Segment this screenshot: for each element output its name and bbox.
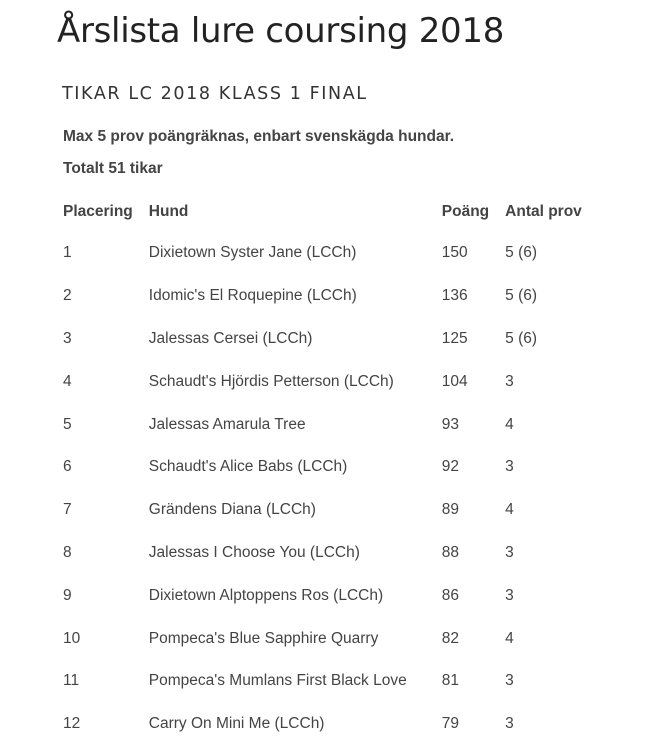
cell-points: 93 — [441, 415, 460, 433]
cell-dog-name: Dixietown Alptoppens Ros (LCCh) — [148, 586, 384, 604]
cell-dog-name: Grändens Diana (LCCh) — [148, 501, 316, 519]
cell-points: 81 — [441, 672, 460, 690]
table-row — [55, 360, 623, 403]
table-row — [55, 489, 623, 532]
cell-placement: 1 — [63, 244, 72, 262]
total-count: Totalt 51 tikar — [63, 160, 163, 177]
cell-points: 136 — [441, 287, 468, 305]
table-row — [55, 703, 623, 746]
cell-dog-name: Schaudt's Alice Babs (LCCh) — [148, 458, 348, 476]
cell-trials: 4 — [505, 415, 514, 433]
cell-trials: 4 — [505, 501, 514, 519]
cell-placement: 7 — [63, 501, 72, 519]
cell-placement: 8 — [63, 543, 72, 561]
table-header-row — [55, 192, 623, 232]
table-row — [55, 232, 623, 275]
table-row — [55, 446, 623, 489]
cell-dog-name: Idomic's El Roquepine (LCCh) — [148, 287, 357, 305]
cell-points: 89 — [441, 501, 460, 519]
cell-trials: 4 — [505, 629, 514, 647]
cell-trials: 3 — [505, 672, 514, 690]
table-row — [55, 660, 623, 703]
cell-placement: 3 — [63, 329, 72, 347]
section-subtitle: TIKAR LC 2018 KLASS 1 FINAL — [62, 84, 368, 104]
page-title: Årslista lure coursing 2018 — [57, 11, 505, 51]
cell-placement: 6 — [63, 458, 72, 476]
cell-points: 82 — [441, 629, 460, 647]
cell-placement: 2 — [63, 287, 72, 305]
cell-trials: 3 — [505, 543, 514, 561]
cell-trials: 5 (6) — [505, 329, 538, 347]
table-row — [55, 574, 623, 617]
cell-placement: 9 — [63, 586, 72, 604]
cell-placement: 5 — [63, 415, 72, 433]
table-row — [55, 318, 623, 361]
table-row — [55, 275, 623, 318]
table-row — [55, 532, 623, 575]
cell-dog-name: Carry On Mini Me (LCCh) — [148, 715, 325, 733]
cell-placement: 10 — [63, 629, 81, 647]
cell-points: 150 — [441, 244, 468, 262]
scoring-note: Max 5 prov poängräknas, enbart svenskägda hundar. — [63, 128, 455, 145]
header-dog: Hund — [148, 203, 189, 220]
cell-points: 125 — [441, 329, 468, 347]
cell-placement: 11 — [63, 672, 80, 690]
cell-dog-name: Dixietown Syster Jane (LCCh) — [148, 244, 357, 262]
table-row — [55, 403, 623, 446]
results-table — [55, 192, 623, 746]
cell-trials: 5 (6) — [505, 244, 538, 262]
cell-points: 104 — [441, 372, 468, 390]
cell-dog-name: Pompeca's Blue Sapphire Quarry — [148, 629, 379, 647]
cell-dog-name: Jalessas I Choose You (LCCh) — [148, 543, 360, 561]
cell-placement: 12 — [63, 715, 81, 733]
cell-trials: 3 — [505, 372, 514, 390]
cell-points: 92 — [441, 458, 460, 476]
cell-dog-name: Jalessas Cersei (LCCh) — [148, 329, 313, 347]
header-placement: Placering — [63, 203, 133, 220]
table-row — [55, 617, 623, 660]
cell-points: 86 — [441, 586, 460, 604]
cell-dog-name: Pompeca's Mumlans First Black Love — [148, 672, 407, 690]
cell-placement: 4 — [63, 372, 72, 390]
cell-trials: 3 — [505, 458, 514, 476]
cell-trials: 5 (6) — [505, 287, 538, 305]
cell-points: 79 — [441, 715, 460, 733]
cell-trials: 3 — [505, 715, 514, 733]
results-body — [55, 232, 623, 746]
header-points: Poäng — [441, 203, 490, 220]
cell-points: 88 — [441, 543, 460, 561]
header-trials: Antal prov — [505, 203, 582, 220]
cell-dog-name: Jalessas Amarula Tree — [148, 415, 306, 433]
cell-trials: 3 — [505, 586, 514, 604]
cell-dog-name: Schaudt's Hjördis Petterson (LCCh) — [148, 372, 394, 390]
